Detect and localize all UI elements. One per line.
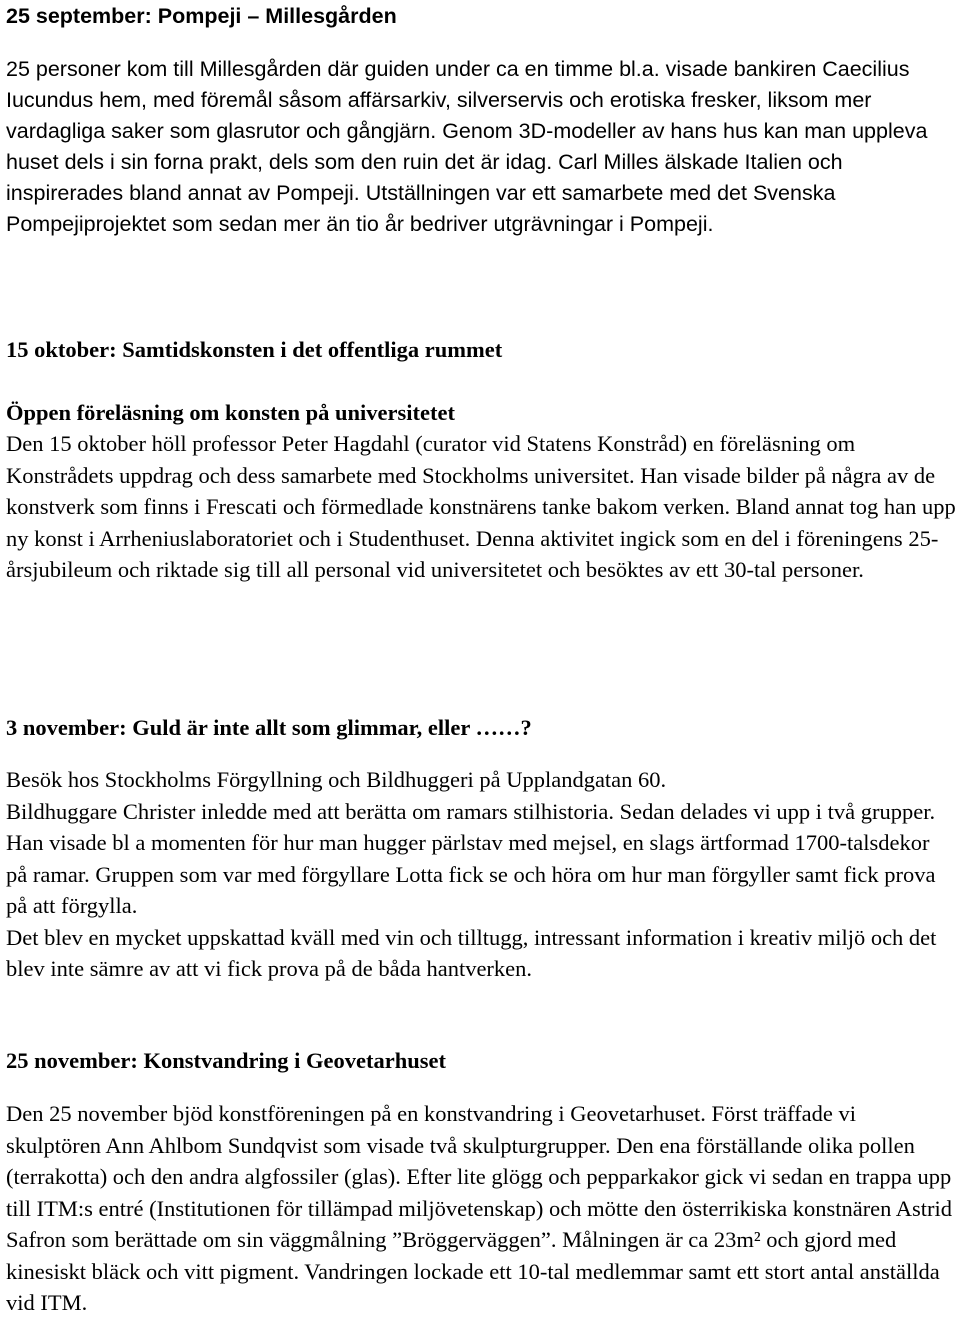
paragraph-line: Besök hos Stockholms Förgyllning och Bildhuggeri på Upplandgatan 60. [6,767,667,792]
section-body-guld [6,764,956,985]
section-body-pompeji: 25 personer kom till Millesgården där guiden under ca en timme bl.a. visade bankiren Caecilius Iucundus hem, med föremål såsom affärsarkiv, silverservis och erotiska fresker, liksom mer vardagliga saker som glasrutor och gångjärn. Genom 3D-modeller av hans hus kan man uppleva huset dels i sin forna prakt, dels som den ruin det är idag. Carl Milles älskade Italien och inspirerades bland annat av Pompeji. Utställningen var ett samarbete med det Svenska Pompejiprojektet som sedan mer än tio år bedriver utgrävningar i Pompeji. [6,57,928,236]
section-subheading-forelasning: Öppen föreläsning om konsten på universitetet [6,400,455,425]
section-body-samtidskonsten: Den 15 oktober höll professor Peter Hagdahl (curator vid Statens Konstråd) en föreläsning om Konstrådets uppdrag och dess samarbete med Stockholms universitet. Han visade bilder på några av de konstverk som finns i Frescati och förmedlade konstnärens tanke bakom verken. Bland annat tog han upp ny konst i Arrheniuslaboratoriet och i Studenthuset. Denna aktivitet ingick som en del i föreningens 25-årsjubileum och riktade sig till all personal vid universitetet och besöktes av ett 30-tal personer. [6,431,956,582]
section-body-konstvandring: Den 25 november bjöd konstföreningen på en konstvandring i Geovetarhuset. Först träffade vi skulptören Ann Ahlbom Sundqvist som visade två skulpturgrupper. Den ena förställande olika pollen (terrakotta) och den andra algfossiler (glas). Efter lite glögg och pepparkakor gick vi sedan en trappa upp till ITM:s entré (Institutionen för tillämpad miljövetenskap) och mötte den österrikiska konstnären Astrid Safron som berättade om sin väggmålning ”Bröggerväggen”. Målningen är ca 23m² och gjord med kinesiskt bläck och vitt pigment. Vandringen lockade ett 10-tal medlemmar samt ett stort antal anställda vid ITM. [6,1101,953,1315]
section-heading-samtidskonsten: 15 oktober: Samtidskonsten i det offentliga rummet [6,337,503,362]
paragraph-line: Bildhuggare Christer inledde med att berätta om ramars stilhistoria. Sedan delades vi upp i två grupper. Han visade bl a momenten för hur man hugger pärlstav med mejsel, en slags ärtformad 1700-talsdekor på ramar. Gruppen som var med förgyllare Lotta fick se och höra om hur man förgyller samt fick prova på att förgylla. [6,798,936,918]
paragraph-line: Det blev en mycket uppskattad kväll med vin och tilltugg, intressant information i kreativ miljö och det blev inte sämre av att vi fick prova på de båda hantverken. [6,924,937,981]
section-heading-konstvandring: 25 november: Konstvandring i Geovetarhuset [6,1048,446,1073]
section-heading-pompeji: 25 september: Pompeji – Millesgården [6,4,397,28]
section-heading-guld: 3 november: Guld är inte allt som glimmar, eller ……? [6,715,532,740]
